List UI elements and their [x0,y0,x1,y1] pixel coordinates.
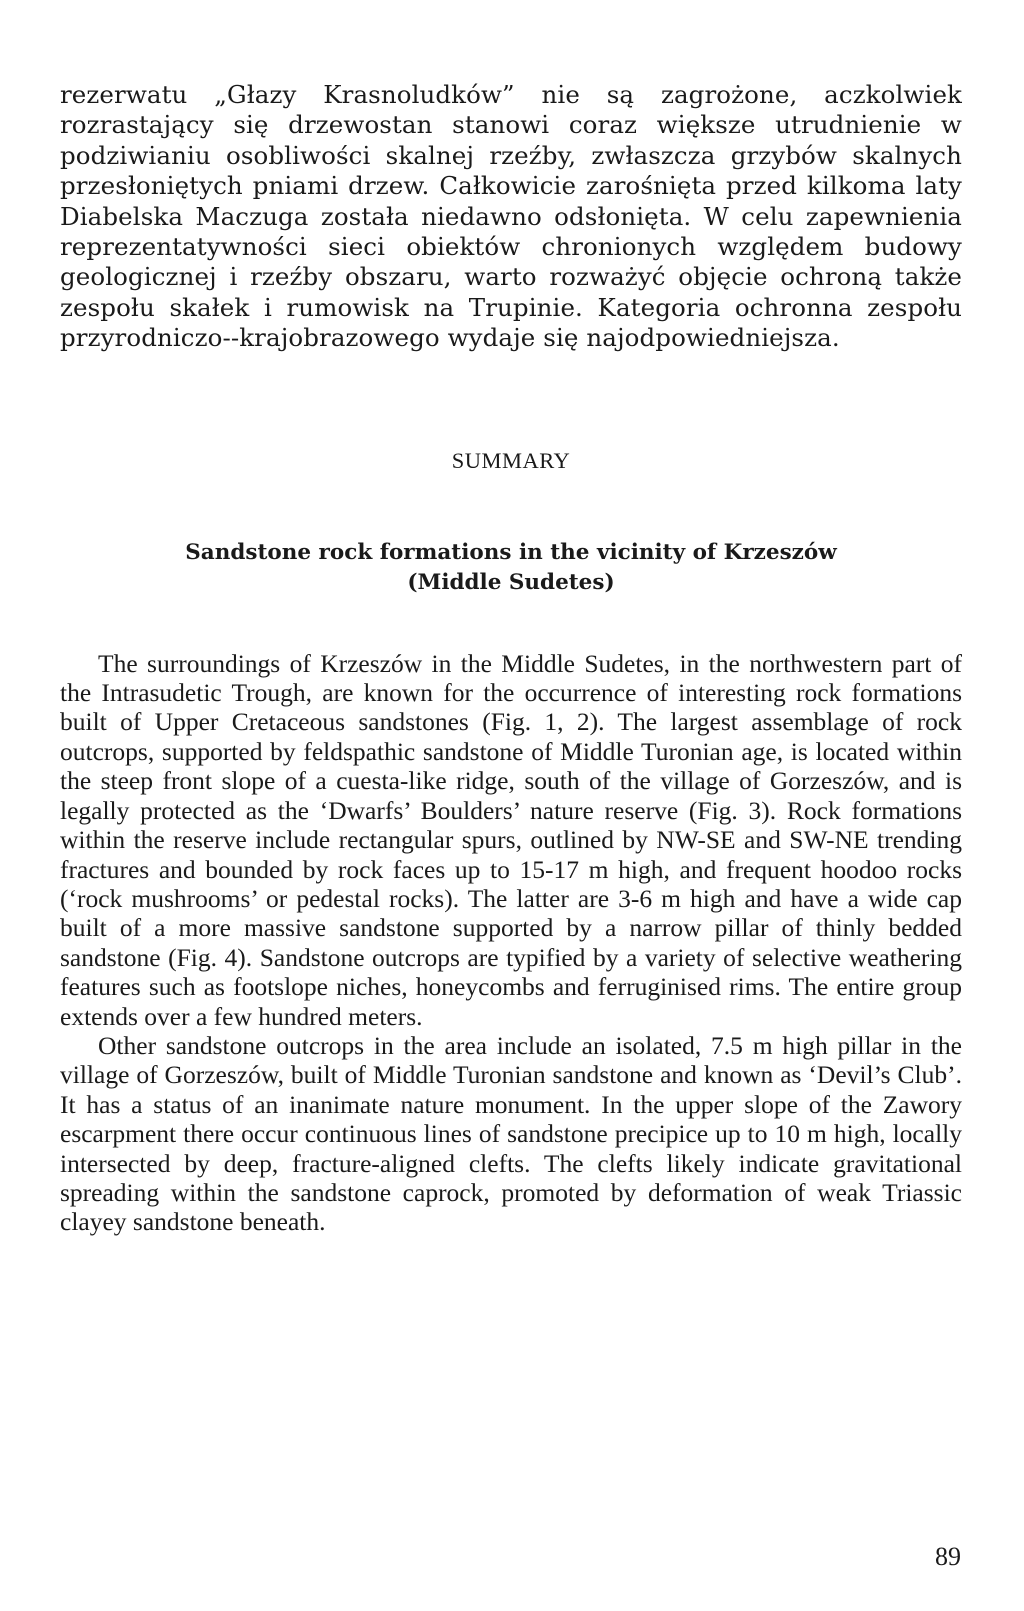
article-title [60,538,962,598]
summary-paragraph-1: The surroundings of Krzeszów in the Middle Sudetes, in the northwestern part of the Intrasudetic Trough, are known for the occurrence of interesting rock formations built of Upper Cretaceous sandstones (Fig. 1, 2). The largest assemblage of rock outcrops, supported by feldspathic sandstone of Middle Turonian age, is located within the steep front slope of a cuesta-like ridge, south of the village of Gorzeszów, and is legally protected as the ‘Dwarfs’ Boulders’ nature reserve (Fig. 3). Rock formations within the reserve include rectangular spurs, outlined by NW-SE and SW-NE trending fractures and bounded by rock faces up to 15-17 m high, and frequent hoodoo rocks (‘rock mushrooms’ or pedestal rocks). The latter are 3-6 m high and have a wide cap built of a more massive sandstone supported by a narrow pillar of thinly bedded sandstone (Fig. 4). Sandstone outcrops are typified by a variety of selective weathering features such as footslope niches, honeycombs and ferruginised rims. The entire group extends over a few hundred meters. [60,648,962,1031]
summary-body [60,649,962,1237]
page-content [60,80,962,1237]
article-title-line-2: (Middle Sudetes) [407,569,615,595]
article-title-line-1: Sandstone rock formations in the vicinity of Krzeszów [185,539,837,565]
polish-continuation-paragraph: rezerwatu „Głazy Krasnoludków” nie są zagrożone, aczkolwiek rozrastający się drzewostan stanowi coraz większe utrudnienie w podziwianiu osobliwości skalnej rzeźby, zwłaszcza grzybów skalnych przesłoniętych pniami drzew. Całkowicie zarośnięta przed kilkoma laty Diabelska Maczuga została niedawno odsłonięta. W celu zapewnienia reprezentatywności sieci obiektów chronionych względem budowy geologicznej i rzeźby obszaru, warto rozważyć objęcie ochroną także zespołu skałek i rumowisk na Trupinie. Kategoria ochronna zespołu przyrodniczo--krajobrazowego wydaje się najodpowiedniejsza. [60,80,962,353]
page-number: 89 [935,1542,961,1571]
summary-paragraph-2: Other sandstone outcrops in the area include an isolated, 7.5 m high pillar in the village of Gorzeszów, built of Middle Turonian sandstone and known as ‘Devil’s Club’. It has a status of an inanimate nature monument. In the upper slope of the Zawory escarpment there occur continuous lines of sandstone precipice up to 10 m high, locally intersected by deep, fracture-aligned clefts. The clefts likely indicate gravitational spreading within the sandstone caprock, promoted by deformation of weak Triassic clayey sandstone beneath. [60,1030,962,1237]
summary-heading: SUMMARY [451,447,571,473]
